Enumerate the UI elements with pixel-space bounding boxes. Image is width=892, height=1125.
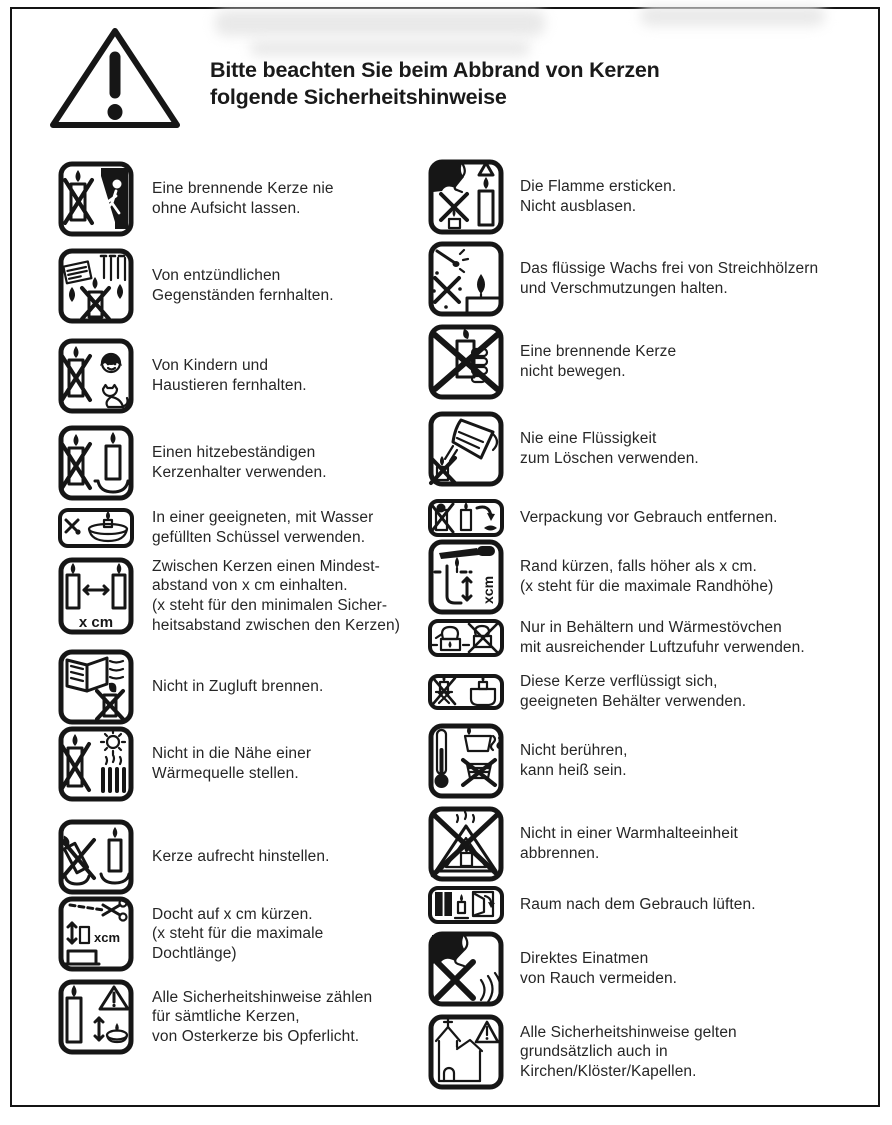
item-text: Nicht in Zugluft brennen. bbox=[152, 678, 324, 696]
svg-text:x cm: x cm bbox=[78, 614, 114, 631]
trim-rim-icon bbox=[427, 538, 505, 616]
item-text: Nicht in die Nähe einer Wärmequelle stellen. bbox=[152, 745, 312, 782]
do-not-move-icon bbox=[427, 323, 505, 401]
item-text: Von entzündlichen Gegenständen fernhalten. bbox=[152, 267, 334, 304]
item-text: Alle Sicherheitshinweise gelten grundsätzlich auch in Kirchen/Klöster/Kapellen. bbox=[520, 1023, 737, 1080]
no-liquid-extinguish-icon bbox=[427, 410, 505, 488]
safety-item bbox=[427, 323, 875, 401]
heat-source-icon bbox=[57, 725, 135, 803]
safety-item bbox=[427, 722, 875, 800]
item-text: Verpackung vor Gebrauch entfernen. bbox=[520, 509, 778, 527]
liquefying-candle-icon bbox=[427, 673, 505, 711]
item-text: Alle Sicherheitshinweise zählen für sämtliche Kerzen, von Osterkerze bis Opferlicht. bbox=[152, 988, 373, 1045]
upright-candle-icon bbox=[57, 818, 135, 896]
safety-item bbox=[57, 507, 435, 549]
hot-do-not-touch-icon bbox=[427, 722, 505, 800]
ventilated-containers-icon bbox=[427, 618, 505, 658]
safety-item bbox=[427, 538, 875, 616]
safety-item bbox=[427, 498, 875, 538]
safety-item bbox=[57, 895, 435, 973]
children-pets-icon bbox=[57, 337, 135, 415]
item-text: Eine brennende Kerze nie ohne Aufsicht lassen. bbox=[152, 180, 334, 217]
scan-artifact bbox=[640, 6, 825, 26]
item-text: Nur in Behältern und Wärmestövchen mit ausreichender Luftzufuhr verwenden. bbox=[520, 619, 805, 656]
item-text: Eine brennende Kerze nicht bewegen. bbox=[520, 343, 677, 380]
safety-item bbox=[427, 240, 875, 318]
title-line-2: folgende Sicherheitshinweise bbox=[210, 85, 507, 109]
ventilate-room-icon bbox=[427, 885, 505, 925]
safety-item bbox=[57, 337, 435, 415]
safety-item bbox=[427, 805, 875, 883]
svg-text:xcm: xcm bbox=[94, 930, 121, 945]
all-candle-types-icon bbox=[57, 978, 135, 1056]
no-warming-unit-icon bbox=[427, 805, 505, 883]
item-text: In einer geeigneten, mit Wasser gefüllten Schüssel verwenden. bbox=[152, 509, 374, 546]
item-text: Direktes Einatmen von Rauch vermeiden. bbox=[520, 950, 678, 987]
safety-item bbox=[57, 648, 435, 726]
remove-packaging-icon bbox=[427, 498, 505, 538]
item-text: Von Kindern und Haustieren fernhalten. bbox=[152, 357, 307, 394]
keep-wax-clean-icon bbox=[427, 240, 505, 318]
unattended-candle-icon bbox=[57, 160, 135, 238]
trim-wick-icon bbox=[57, 895, 135, 973]
item-text: Rand kürzen, falls höher als x cm. (x steht für die maximale Randhöhe) bbox=[520, 558, 774, 595]
svg-text:xcm: xcm bbox=[480, 575, 496, 604]
item-text: Zwischen Kerzen einen Mindest- abstand von x cm einhalten. (x steht für den minimalen Sicher- heitsabstand zwischen den Kerzen) bbox=[152, 557, 400, 634]
item-text: Die Flamme ersticken. Nicht ausblasen. bbox=[520, 178, 677, 215]
item-text: Diese Kerze verflüssigt sich, geeigneten Behälter verwenden. bbox=[520, 673, 747, 710]
safety-item bbox=[57, 556, 435, 636]
flammable-objects-icon bbox=[57, 247, 135, 325]
safety-item bbox=[427, 618, 875, 658]
safety-item bbox=[427, 930, 875, 1008]
candle-distance-icon bbox=[57, 556, 135, 636]
safety-item bbox=[427, 410, 875, 488]
safety-item bbox=[427, 672, 875, 711]
safety-item bbox=[427, 1013, 875, 1091]
item-text: Nicht berühren, kann heiß sein. bbox=[520, 742, 628, 779]
heat-resistant-holder-icon bbox=[57, 424, 135, 502]
safety-item bbox=[57, 160, 435, 238]
safety-item bbox=[57, 725, 435, 803]
item-text: Docht auf x cm kürzen. (x steht für die maximale Dochtlänge) bbox=[152, 905, 324, 962]
warning-triangle-icon bbox=[46, 24, 184, 137]
item-text: Raum nach dem Gebrauch lüften. bbox=[520, 896, 756, 914]
water-bowl-icon bbox=[57, 507, 135, 549]
no-smoke-inhalation-icon bbox=[427, 930, 505, 1008]
safety-item bbox=[57, 978, 435, 1056]
item-text: Einen hitzebeständigen Kerzenhalter verwenden. bbox=[152, 444, 327, 481]
scan-artifact bbox=[250, 40, 530, 56]
page-title bbox=[210, 57, 660, 111]
safety-item bbox=[57, 424, 435, 502]
title-line-1: Bitte beachten Sie beim Abbrand von Kerzen bbox=[210, 58, 660, 82]
safety-item bbox=[57, 818, 435, 896]
item-text: Kerze aufrecht hinstellen. bbox=[152, 848, 330, 866]
safety-item bbox=[57, 247, 435, 325]
snuff-flame-icon bbox=[427, 158, 505, 236]
no-draft-icon bbox=[57, 648, 135, 726]
scan-artifact bbox=[215, 10, 545, 36]
safety-item bbox=[427, 885, 875, 925]
item-text: Das flüssige Wachs frei von Streichhölzern und Verschmutzungen halten. bbox=[520, 260, 819, 297]
item-text: Nicht in einer Warmhalteeinheit abbrennen. bbox=[520, 825, 738, 862]
church-safety-icon bbox=[427, 1013, 505, 1091]
item-text: Nie eine Flüssigkeit zum Löschen verwenden. bbox=[520, 430, 699, 467]
safety-item bbox=[427, 158, 875, 236]
